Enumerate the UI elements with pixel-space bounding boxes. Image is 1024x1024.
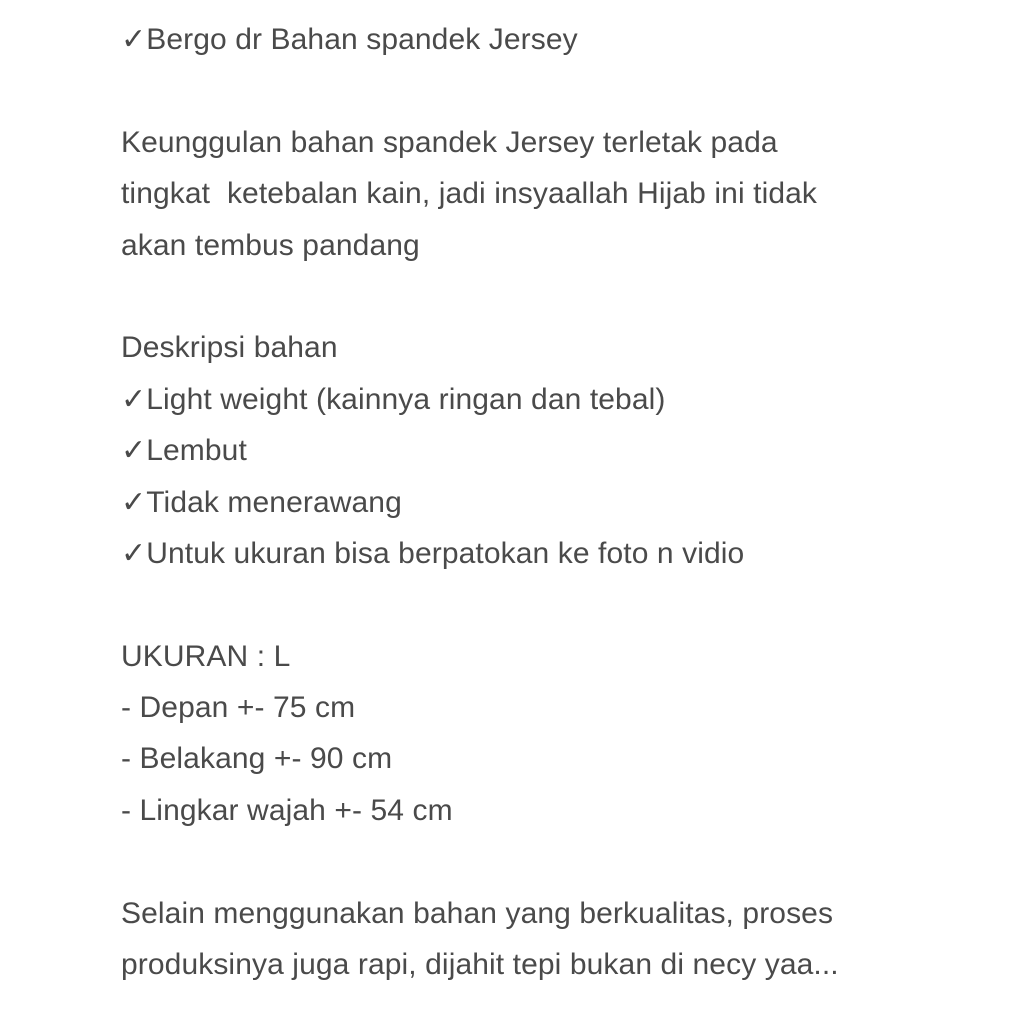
size-point: - Lingkar wajah +- 54 cm xyxy=(121,793,453,827)
intro-line: ✓Bergo dr Bahan spandek Jersey xyxy=(121,23,578,56)
size-heading: UKURAN : L xyxy=(121,639,291,673)
material-point: ✓Lembut xyxy=(121,434,247,468)
advantage-line: Keunggulan bahan spandek Jersey terletak pada xyxy=(121,125,778,159)
advantage-line: akan tembus pandang xyxy=(121,228,420,262)
closing-line: produksinya juga rapi, dijahit tepi bukan di necy yaa... xyxy=(121,948,839,982)
spacer xyxy=(121,271,921,322)
closing-line: Selain menggunakan bahan yang berkualitas, proses xyxy=(121,896,834,930)
material-point: ✓Light weight (kainnya ringan dan tebal) xyxy=(121,382,666,416)
material-heading: Deskripsi bahan xyxy=(121,331,338,365)
spacer xyxy=(121,836,921,887)
size-point: - Depan +- 75 cm xyxy=(121,691,356,725)
spacer xyxy=(121,65,921,116)
product-description xyxy=(121,14,921,990)
material-point: ✓Untuk ukuran bisa berpatokan ke foto n vidio xyxy=(121,536,745,570)
material-point: ✓Tidak menerawang xyxy=(121,485,402,519)
size-point: - Belakang +- 90 cm xyxy=(121,742,393,776)
spacer xyxy=(121,579,921,630)
advantage-line: tingkat ketebalan kain, jadi insyaallah Hijab ini tidak xyxy=(121,177,818,211)
